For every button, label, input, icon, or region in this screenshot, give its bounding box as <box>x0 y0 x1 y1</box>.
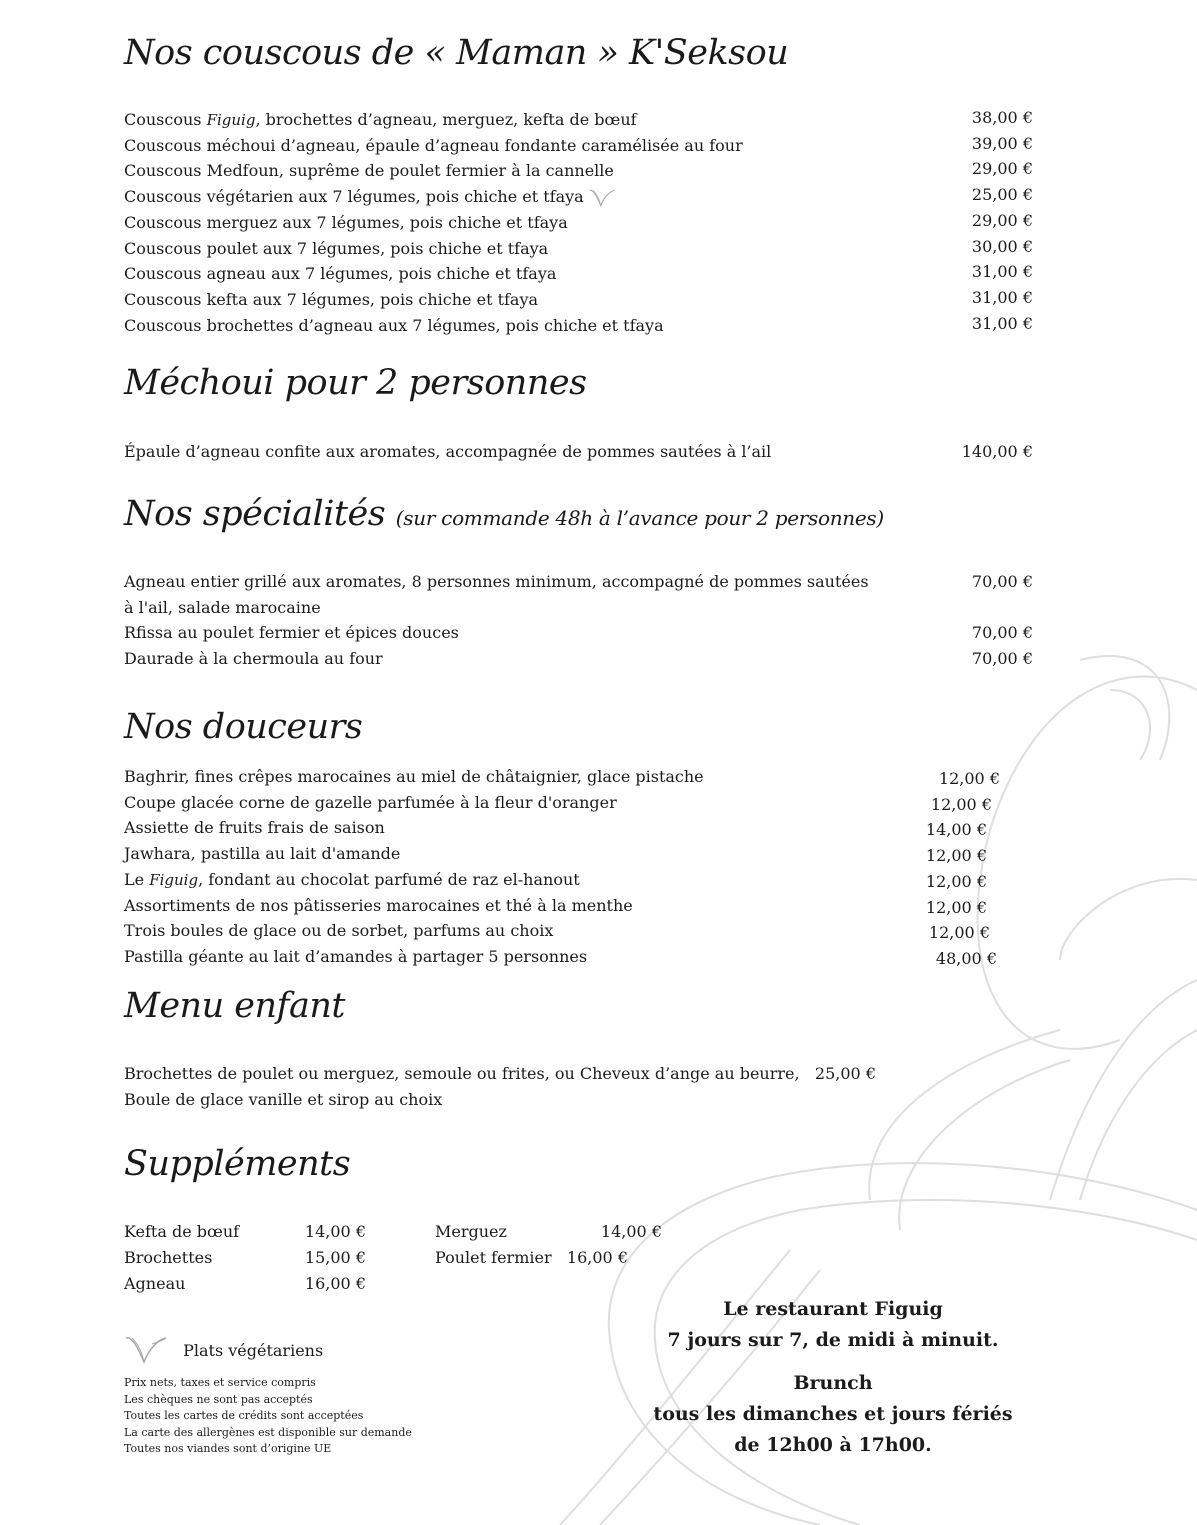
menu-item-name: Assiette de fruits frais de saison <box>124 818 385 838</box>
menu-item-name: Couscous agneau aux 7 légumes, pois chiche et tfaya <box>124 264 557 284</box>
menu-item-name: Couscous méchoui d’agneau, épaule d’agneau fondante caramélisée au four <box>124 135 743 155</box>
menu-item <box>124 870 580 890</box>
menu-item-name-rest: , fondant au chocolat parfumé de raz el-hanout <box>198 869 580 889</box>
supplement-label: Merguez <box>435 1222 507 1241</box>
info-brunch-days: tous les dimanches et jours fériés <box>653 1403 1013 1425</box>
menu-item-price: 12,00 € <box>930 794 992 814</box>
section-title-supplements: Suppléments <box>124 1144 351 1184</box>
menu-item <box>124 187 616 208</box>
vegetarian-icon <box>588 188 616 208</box>
menu-item-name: Daurade à la chermoula au four <box>124 649 383 669</box>
section-title-douceurs: Nos douceurs <box>124 707 363 747</box>
menu-item-restaurant-name: Figuig <box>206 111 256 129</box>
supplement-label: Kefta de bœuf <box>124 1222 240 1241</box>
menu-item <box>124 572 869 592</box>
menu-item-price: 140,00 € <box>961 442 1033 461</box>
menu-item <box>124 213 568 233</box>
menu-item-description-cont: à l'ail, salade marocaine <box>124 597 321 617</box>
supplement-label: Poulet fermier <box>435 1248 552 1267</box>
section-title-mechoui: Méchoui pour 2 personnes <box>124 363 587 403</box>
menu-item-price: 31,00 € <box>971 287 1033 307</box>
menu-item-name: Couscous brochettes d’agneau aux 7 légumes, pois chiche et tfaya <box>124 315 664 335</box>
menu-item <box>124 1064 800 1084</box>
footnote-line: La carte des allergènes est disponible sur demande <box>124 1425 412 1439</box>
menu-item-name: Couscous Medfoun, suprême de poulet fermier à la cannelle <box>124 161 614 181</box>
menu-item-price: 38,00 € <box>971 108 1033 127</box>
menu-item-name-rest: , brochettes d’agneau, merguez, kefta de bœuf <box>255 110 637 129</box>
section-title-couscous: Nos couscous de « Maman » K'Seksou <box>124 33 789 73</box>
menu-item-price: 12,00 € <box>928 923 990 943</box>
menu-item <box>124 442 771 462</box>
menu-item <box>124 793 617 813</box>
supplement-price: 16,00 € <box>566 1248 628 1267</box>
menu-item-price: 25,00 € <box>814 1064 876 1083</box>
menu-item-price: 12,00 € <box>938 769 1000 788</box>
supplement-label: Brochettes <box>124 1248 213 1267</box>
supplement-price: 15,00 € <box>304 1248 366 1267</box>
menu-item-price: 31,00 € <box>971 262 1033 282</box>
menu-item-name: Couscous merguez aux 7 légumes, pois chiche et tfaya <box>124 212 568 232</box>
menu-item <box>124 623 459 643</box>
vegetarian-legend <box>124 1334 323 1366</box>
menu-item-price: 39,00 € <box>971 133 1033 153</box>
footnote-line: Toutes nos viandes sont d’origine UE <box>124 1442 332 1455</box>
menu-item-price: 70,00 € <box>971 572 1033 591</box>
menu-item-name: Coupe glacée corne de gazelle parfumée à la fleur d'oranger <box>124 792 617 812</box>
menu-item-price: 48,00 € <box>935 948 997 968</box>
menu-item-price: 12,00 € <box>925 871 987 891</box>
menu-item <box>124 136 743 156</box>
footnote-line: Les chèques ne sont pas acceptés <box>124 1392 313 1406</box>
menu-item <box>124 818 385 838</box>
menu-item-price: 70,00 € <box>971 649 1033 669</box>
menu-item-restaurant-name: Figuig <box>149 870 199 889</box>
menu-item <box>124 649 383 669</box>
menu-item <box>124 844 400 864</box>
menu-item-name: Rfissa au poulet fermier et épices douces <box>124 623 459 643</box>
menu-item-description-cont: Boule de glace vanille et sirop au choix <box>124 1089 443 1109</box>
footnote-line: Toutes les cartes de crédits sont acceptées <box>124 1409 364 1422</box>
menu-item-name: Couscous poulet aux 7 légumes, pois chiche et tfaya <box>124 238 549 258</box>
info-restaurant-name: Le restaurant Figuig <box>723 1298 943 1320</box>
menu-item <box>124 767 704 787</box>
menu-item <box>124 161 614 181</box>
menu-item-name: Couscous kefta aux 7 légumes, pois chiche et tfaya <box>124 289 539 309</box>
menu-item-name: Épaule d’agneau confite aux aromates, accompagnée de pommes sautées à l’ail <box>124 442 772 461</box>
menu-item-price: 12,00 € <box>925 897 987 917</box>
menu-item <box>124 896 633 916</box>
section-title-enfant: Menu enfant <box>124 986 345 1026</box>
supplement-price: 14,00 € <box>600 1222 662 1241</box>
vegetarian-legend-label: Plats végétariens <box>183 1340 324 1360</box>
menu-item-price: 29,00 € <box>971 210 1033 230</box>
supplement-label: Agneau <box>124 1274 186 1293</box>
menu-item-name: Jawhara, pastilla au lait d'amande <box>124 844 401 864</box>
menu-item-price: 70,00 € <box>971 623 1033 643</box>
menu-item <box>124 264 556 284</box>
section-title-specialites <box>124 494 884 534</box>
menu-item <box>124 947 587 967</box>
menu-item-price: 14,00 € <box>925 820 987 840</box>
info-brunch: Brunch <box>793 1372 873 1394</box>
menu-item-name: Le <box>124 869 150 889</box>
menu-item-name: Trois boules de glace ou de sorbet, parfums au choix <box>124 921 554 941</box>
menu-item <box>124 110 637 130</box>
menu-item-name: Assortiments de nos pâtisseries marocaines et thé à la menthe <box>124 895 633 915</box>
menu-item-name: Pastilla géante au lait d’amandes à partager 5 personnes <box>124 946 588 966</box>
specialites-note: (sur commande 48h à l’avance pour 2 personnes) <box>395 506 884 530</box>
menu-item <box>124 290 538 310</box>
menu-item <box>124 316 664 336</box>
specialites-title-text: Nos spécialités <box>124 494 386 534</box>
menu-item-price: 12,00 € <box>925 846 987 866</box>
menu-item-name: Baghrir, fines crêpes marocaines au miel de châtaignier, glace pistache <box>124 767 704 786</box>
supplement-price: 14,00 € <box>304 1222 366 1241</box>
info-brunch-hours: de 12h00 à 17h00. <box>734 1434 932 1456</box>
menu-item-name: Couscous <box>124 110 207 129</box>
supplement-price: 16,00 € <box>304 1274 366 1293</box>
menu-item-price: 29,00 € <box>971 159 1033 179</box>
menu-item-name: Brochettes de poulet ou merguez, semoule ou frites, ou Cheveux d’ange au beurre, <box>124 1064 800 1083</box>
menu-item-name: Couscous végétarien aux 7 légumes, pois chiche et tfaya <box>124 187 584 207</box>
menu-item-price: 30,00 € <box>971 236 1033 256</box>
info-opening-hours: 7 jours sur 7, de midi à minuit. <box>667 1329 999 1351</box>
menu-item-price: 25,00 € <box>971 185 1033 205</box>
menu-item-name: Agneau entier grillé aux aromates, 8 personnes minimum, accompagné de pommes sautées <box>124 572 869 591</box>
vegetarian-icon <box>124 1334 168 1366</box>
menu-item <box>124 239 548 259</box>
menu-item-price: 31,00 € <box>971 313 1033 333</box>
menu-item <box>124 921 553 941</box>
footnote-line: Prix nets, taxes et service compris <box>124 1376 316 1389</box>
